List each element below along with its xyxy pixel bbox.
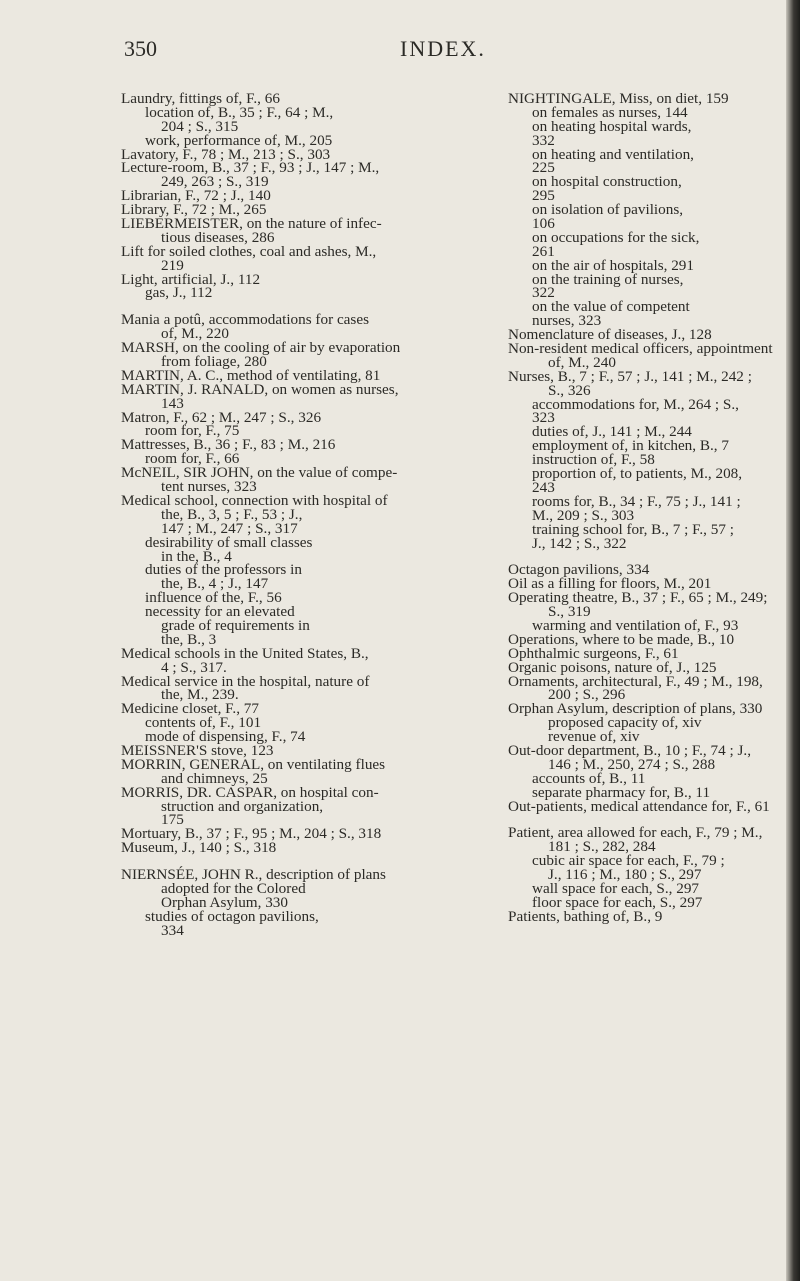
- index-entry-line: floor space for each, S., 297: [532, 893, 703, 911]
- index-entry-line: on the value of competent: [532, 298, 690, 316]
- index-entry-line: desirability of small classes: [145, 533, 313, 551]
- index-entry-line: necessity for an elevated: [145, 603, 295, 621]
- index-entry-line: struction and organization,: [161, 797, 324, 815]
- index-entry-line: M., 209 ; S., 303: [532, 506, 635, 524]
- index-entry-line: Ophthalmic surgeons, F., 61: [508, 644, 679, 662]
- index-entry-line: Lecture-room, B., 37 ; F., 93 ; J., 147 ; M.,: [121, 159, 380, 177]
- index-entry-line: Medical service in the hospital, nature of: [121, 672, 370, 690]
- index-entry-line: Nomenclature of diseases, J., 128: [508, 326, 712, 344]
- index-entry-line: Ornaments, architectural, F., 49 ; M., 198,: [508, 672, 763, 690]
- book-edge-shadow: [786, 0, 800, 1281]
- index-entry-line: LIEBERMEISTER, on the nature of infec-: [121, 215, 382, 233]
- index-entry-line: separate pharmacy for, B., 11: [532, 783, 711, 801]
- index-entry-line: NIERNSÉE, JOHN R., description of plans: [121, 866, 386, 884]
- index-entry-line: in the, B., 4: [161, 547, 232, 565]
- index-entry-line: 295: [532, 187, 555, 205]
- index-entry-line: gas, J., 112: [145, 284, 213, 302]
- index-entry-line: 106: [532, 215, 555, 233]
- index-entry-line: mode of dispensing, F., 74: [145, 728, 306, 746]
- index-entry-line: Operating theatre, B., 37 ; F., 65 ; M., 249;: [508, 589, 768, 607]
- index-entry-line: employment of, in kitchen, B., 7: [532, 437, 729, 455]
- index-entry-line: S., 319: [548, 603, 591, 621]
- index-entry-line: Nurses, B., 7 ; F., 57 ; J., 141 ; M., 242 ;: [508, 367, 752, 385]
- index-entry-line: 200 ; S., 296: [548, 686, 626, 704]
- index-entry-line: J., 142 ; S., 322: [532, 534, 627, 552]
- index-entry-line: MORRIN, GENERAL, on ventilating flues: [121, 755, 386, 773]
- index-entry-line: Out-patients, medical attendance for, F., 61: [508, 797, 770, 815]
- index-entry-line: Laundry, fittings of, F., 66: [121, 90, 280, 107]
- index-entry-line: 261: [532, 242, 555, 260]
- index-entry-line: Oil as a filling for floors, M., 201: [508, 575, 712, 593]
- index-entry-line: studies of octagon pavilions,: [145, 907, 319, 925]
- index-entry-line: Out-door department, B., 10 ; F., 74 ; J.,: [508, 741, 752, 759]
- index-entry-line: MARSH, on the cooling of air by evaporation: [121, 339, 401, 357]
- index-entry-line: 323: [532, 409, 555, 427]
- index-entry-line: room for, F., 75: [145, 422, 240, 440]
- index-entry-line: room for, F., 66: [145, 450, 240, 468]
- index-entry-line: Orphan Asylum, description of plans, 330: [508, 700, 763, 718]
- index-entry-line: Operations, where to be made, B., 10: [508, 630, 735, 648]
- index-entry-line: J., 116 ; M., 180 ; S., 297: [548, 866, 702, 884]
- index-entry-line: Organic poisons, nature of, J., 125: [508, 658, 717, 676]
- index-entry-line: 147 ; M., 247 ; S., 317: [161, 519, 298, 537]
- page-number: 350: [124, 36, 157, 61]
- index-entry-line: MEISSNER'S stove, 123: [121, 741, 274, 759]
- index-entry-line: warming and ventilation of, F., 93: [532, 616, 739, 634]
- index-entry-line: adopted for the Colored: [161, 879, 306, 897]
- index-entry-line: training school for, B., 7 ; F., 57 ;: [532, 520, 734, 538]
- index-entry-line: influence of the, F., 56: [145, 589, 282, 607]
- index-entry-line: tent nurses, 323: [161, 478, 257, 496]
- index-column-right: [508, 92, 794, 924]
- index-entry-line: Light, artificial, J., 112: [121, 270, 261, 288]
- index-entry-line: tious diseases, 286: [161, 228, 275, 246]
- index-entry-line: Medicine closet, F., 77: [121, 700, 259, 718]
- index-entry-line: on hospital construction,: [532, 173, 682, 191]
- index-entry-line: location of, B., 35 ; F., 64 ; M.,: [145, 103, 334, 121]
- index-entry-line: 204 ; S., 315: [161, 117, 239, 135]
- index-entry-line: Mattresses, B., 36 ; F., 83 ; M., 216: [121, 436, 336, 454]
- index-entry-line: NIGHTINGALE, Miss, on diet, 159: [508, 90, 729, 107]
- index-entry-line: contents of, F., 101: [145, 714, 262, 732]
- index-entry-line: 143: [161, 394, 184, 412]
- index-entry-line: from foliage, 280: [161, 353, 267, 371]
- index-entry-line: MARTIN, A. C., method of ventilating, 81: [121, 366, 381, 384]
- index-entry-line: Non-resident medical officers, appointment: [508, 340, 773, 358]
- index-entry-line: accommodations for, M., 264 ; S.,: [532, 395, 739, 413]
- index-entry-line: Patient, area allowed for each, F., 79 ; M.,: [508, 824, 763, 842]
- index-entry-line: work, performance of, M., 205: [145, 131, 333, 149]
- index-entry-line: 175: [161, 811, 184, 829]
- running-head: INDEX.: [400, 36, 486, 61]
- index-entry-line: Lift for soiled clothes, coal and ashes, M.,: [121, 242, 377, 260]
- index-entry-line: Octagon pavilions, 334: [508, 561, 650, 579]
- index-entry-line: the, B., 3: [161, 630, 217, 648]
- index-entry-line: the, B., 4 ; J., 147: [161, 575, 269, 593]
- index-entry-line: Medical school, connection with hospital of: [121, 491, 388, 509]
- index-entry-line: proposed capacity of, xiv: [548, 714, 702, 732]
- index-entry-line: Mania a potû, accommodations for cases: [121, 311, 369, 329]
- index-entry-line: rooms for, B., 34 ; F., 75 ; J., 141 ;: [532, 492, 741, 510]
- index-entry-line: 332: [532, 131, 555, 149]
- index-entry-line: McNEIL, SIR JOHN, on the value of compe-: [121, 464, 398, 482]
- index-entry-line: 4 ; S., 317.: [161, 658, 227, 676]
- index-entry-line: duties of, J., 141 ; M., 244: [532, 423, 692, 441]
- index-entry-line: 181 ; S., 282, 284: [548, 838, 656, 856]
- index-entry-line: 243: [532, 478, 555, 496]
- index-entry-line: 225: [532, 159, 555, 177]
- index-entry-line: on the air of hospitals, 291: [532, 256, 694, 274]
- index-entry-line: Lavatory, F., 78 ; M., 213 ; S., 303: [121, 145, 331, 163]
- index-entry-line: accounts of, B., 11: [532, 769, 646, 787]
- index-entry-line: Orphan Asylum, 330: [161, 893, 288, 911]
- index-entry-line: MORRIS, DR. CASPAR, on hospital con-: [121, 783, 379, 801]
- index-entry-line: on isolation of pavilions,: [532, 201, 684, 219]
- index-entry-line: Matron, F., 62 ; M., 247 ; S., 326: [121, 408, 322, 426]
- index-entry-line: 322: [532, 284, 555, 302]
- index-entry-line: nurses, 323: [532, 312, 602, 330]
- index-entry-line: grade of requirements in: [161, 616, 310, 634]
- index-entry-line: Medical schools in the United States, B.,: [121, 644, 369, 662]
- index-entry-line: MARTIN, J. RANALD, on women as nurses,: [121, 380, 399, 398]
- index-entry-line: Librarian, F., 72 ; J., 140: [121, 187, 271, 205]
- index-entry-line: on the training of nurses,: [532, 270, 684, 288]
- index-entry-line: of, M., 240: [548, 353, 616, 371]
- index-entry-line: on heating hospital wards,: [532, 117, 692, 135]
- index-entry-line: Museum, J., 140 ; S., 318: [121, 839, 277, 857]
- index-entry-line: proportion of, to patients, M., 208,: [532, 465, 743, 483]
- index-entry-line: Library, F., 72 ; M., 265: [121, 201, 267, 219]
- index-entry-line: Patients, bathing of, B., 9: [508, 907, 663, 925]
- index-entry-line: 146 ; M., 250, 274 ; S., 288: [548, 755, 716, 773]
- index-entry-line: of, M., 220: [161, 325, 229, 343]
- index-entry-line: wall space for each, S., 297: [532, 879, 700, 897]
- page-header: [0, 36, 786, 76]
- index-entry-line: S., 326: [548, 381, 591, 399]
- index-entry-line: and chimneys, 25: [161, 769, 268, 787]
- index-entry-line: 249, 263 ; S., 319: [161, 173, 269, 191]
- index-entry-line: cubic air space for each, F., 79 ;: [532, 852, 725, 870]
- index-entry-line: 219: [161, 256, 184, 274]
- index-entry-line: duties of the professors in: [145, 561, 302, 579]
- index-entry-line: 334: [161, 921, 184, 939]
- index-entry-line: instruction of, F., 58: [532, 451, 655, 469]
- index-entry-line: Mortuary, B., 37 ; F., 95 ; M., 204 ; S., 318: [121, 825, 382, 843]
- index-entry-line: on females as nurses, 144: [532, 103, 688, 121]
- index-entry-line: the, B., 3, 5 ; F., 53 ; J.,: [161, 505, 303, 523]
- index-entry-line: revenue of, xiv: [548, 728, 640, 746]
- index-entry-line: on heating and ventilation,: [532, 145, 694, 163]
- index-entry-line: on occupations for the sick,: [532, 228, 700, 246]
- index-entry-line: the, M., 239.: [161, 686, 239, 704]
- index-column-left: [121, 92, 493, 938]
